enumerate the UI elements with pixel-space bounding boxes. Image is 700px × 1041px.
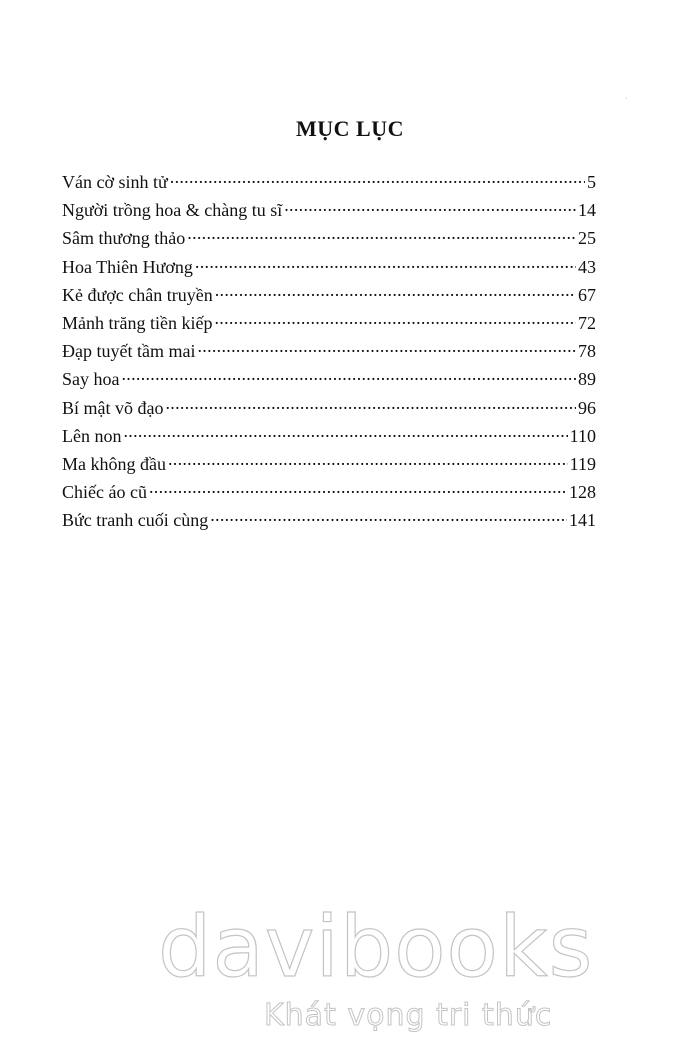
toc-dot-leader [214,311,576,329]
toc-entry-page: 78 [578,341,596,362]
toc-entry [62,283,596,311]
toc-dot-leader [210,508,567,526]
toc-entry-page: 128 [569,482,596,503]
toc-entry-title: Người trồng hoa & chàng tu sĩ [62,200,283,221]
toc-dot-leader [122,367,577,385]
watermark-tagline: Khát vọng tri thức [264,998,553,1033]
toc-entry-title: Bức tranh cuối cùng [62,510,209,531]
toc-entry [62,170,596,198]
toc-entry-page: 89 [578,369,596,390]
toc-entry [62,198,596,226]
corner-mark: · [625,94,628,103]
toc-dot-leader [187,226,576,244]
toc-entry [62,480,596,508]
toc-dot-leader [284,198,576,216]
toc-entry [62,452,596,480]
toc-dot-leader [149,480,567,498]
toc-entry [62,226,596,254]
toc-entry-page: 67 [578,284,596,305]
toc-entry [62,255,596,283]
toc-entry-page: 96 [578,397,596,418]
toc-entry [62,367,596,395]
toc-dot-leader [195,255,576,273]
toc-entry-page: 119 [569,453,596,474]
toc-entry-title: Sâm thương thảo [62,228,186,249]
toc-entry-title: Kẻ được chân truyền [62,284,213,305]
toc-entry-title: Hoa Thiên Hương [62,256,193,277]
toc-entry-title: Ván cờ sinh tử [62,172,168,192]
toc-entry-page: 5 [587,172,596,192]
toc-entry-page: 110 [569,425,596,446]
toc-dot-leader [215,283,576,301]
toc-dot-leader [170,170,585,188]
toc-entry-title: Mảnh trăng tiền kiếp [62,312,213,333]
toc-dot-leader [197,339,576,357]
toc-entry-title: Bí mật võ đạo [62,397,164,418]
toc-entry [62,339,596,367]
table-of-contents [62,170,596,536]
toc-entry-title: Ma không đầu [62,453,166,474]
toc-entry-page: 141 [569,510,596,531]
page-title: MỤC LỤC [296,116,404,141]
toc-dot-leader [166,396,577,414]
watermark-brand: davibooks [158,898,594,996]
toc-entry [62,396,596,424]
toc-dot-leader [168,452,568,470]
toc-entry [62,508,596,536]
toc-entry-title: Say hoa [62,369,120,390]
toc-entry [62,424,596,452]
toc-entry-page: 14 [578,200,596,221]
toc-entry-page: 43 [578,256,596,277]
toc-entry-title: Lên non [62,425,122,446]
toc-entry [62,311,596,339]
toc-entry-title: Đạp tuyết tầm mai [62,341,196,362]
toc-dot-leader [123,424,567,442]
toc-entry-title: Chiếc áo cũ [62,482,147,503]
toc-entry-page: 25 [578,228,596,249]
toc-entry-page: 72 [578,312,596,333]
